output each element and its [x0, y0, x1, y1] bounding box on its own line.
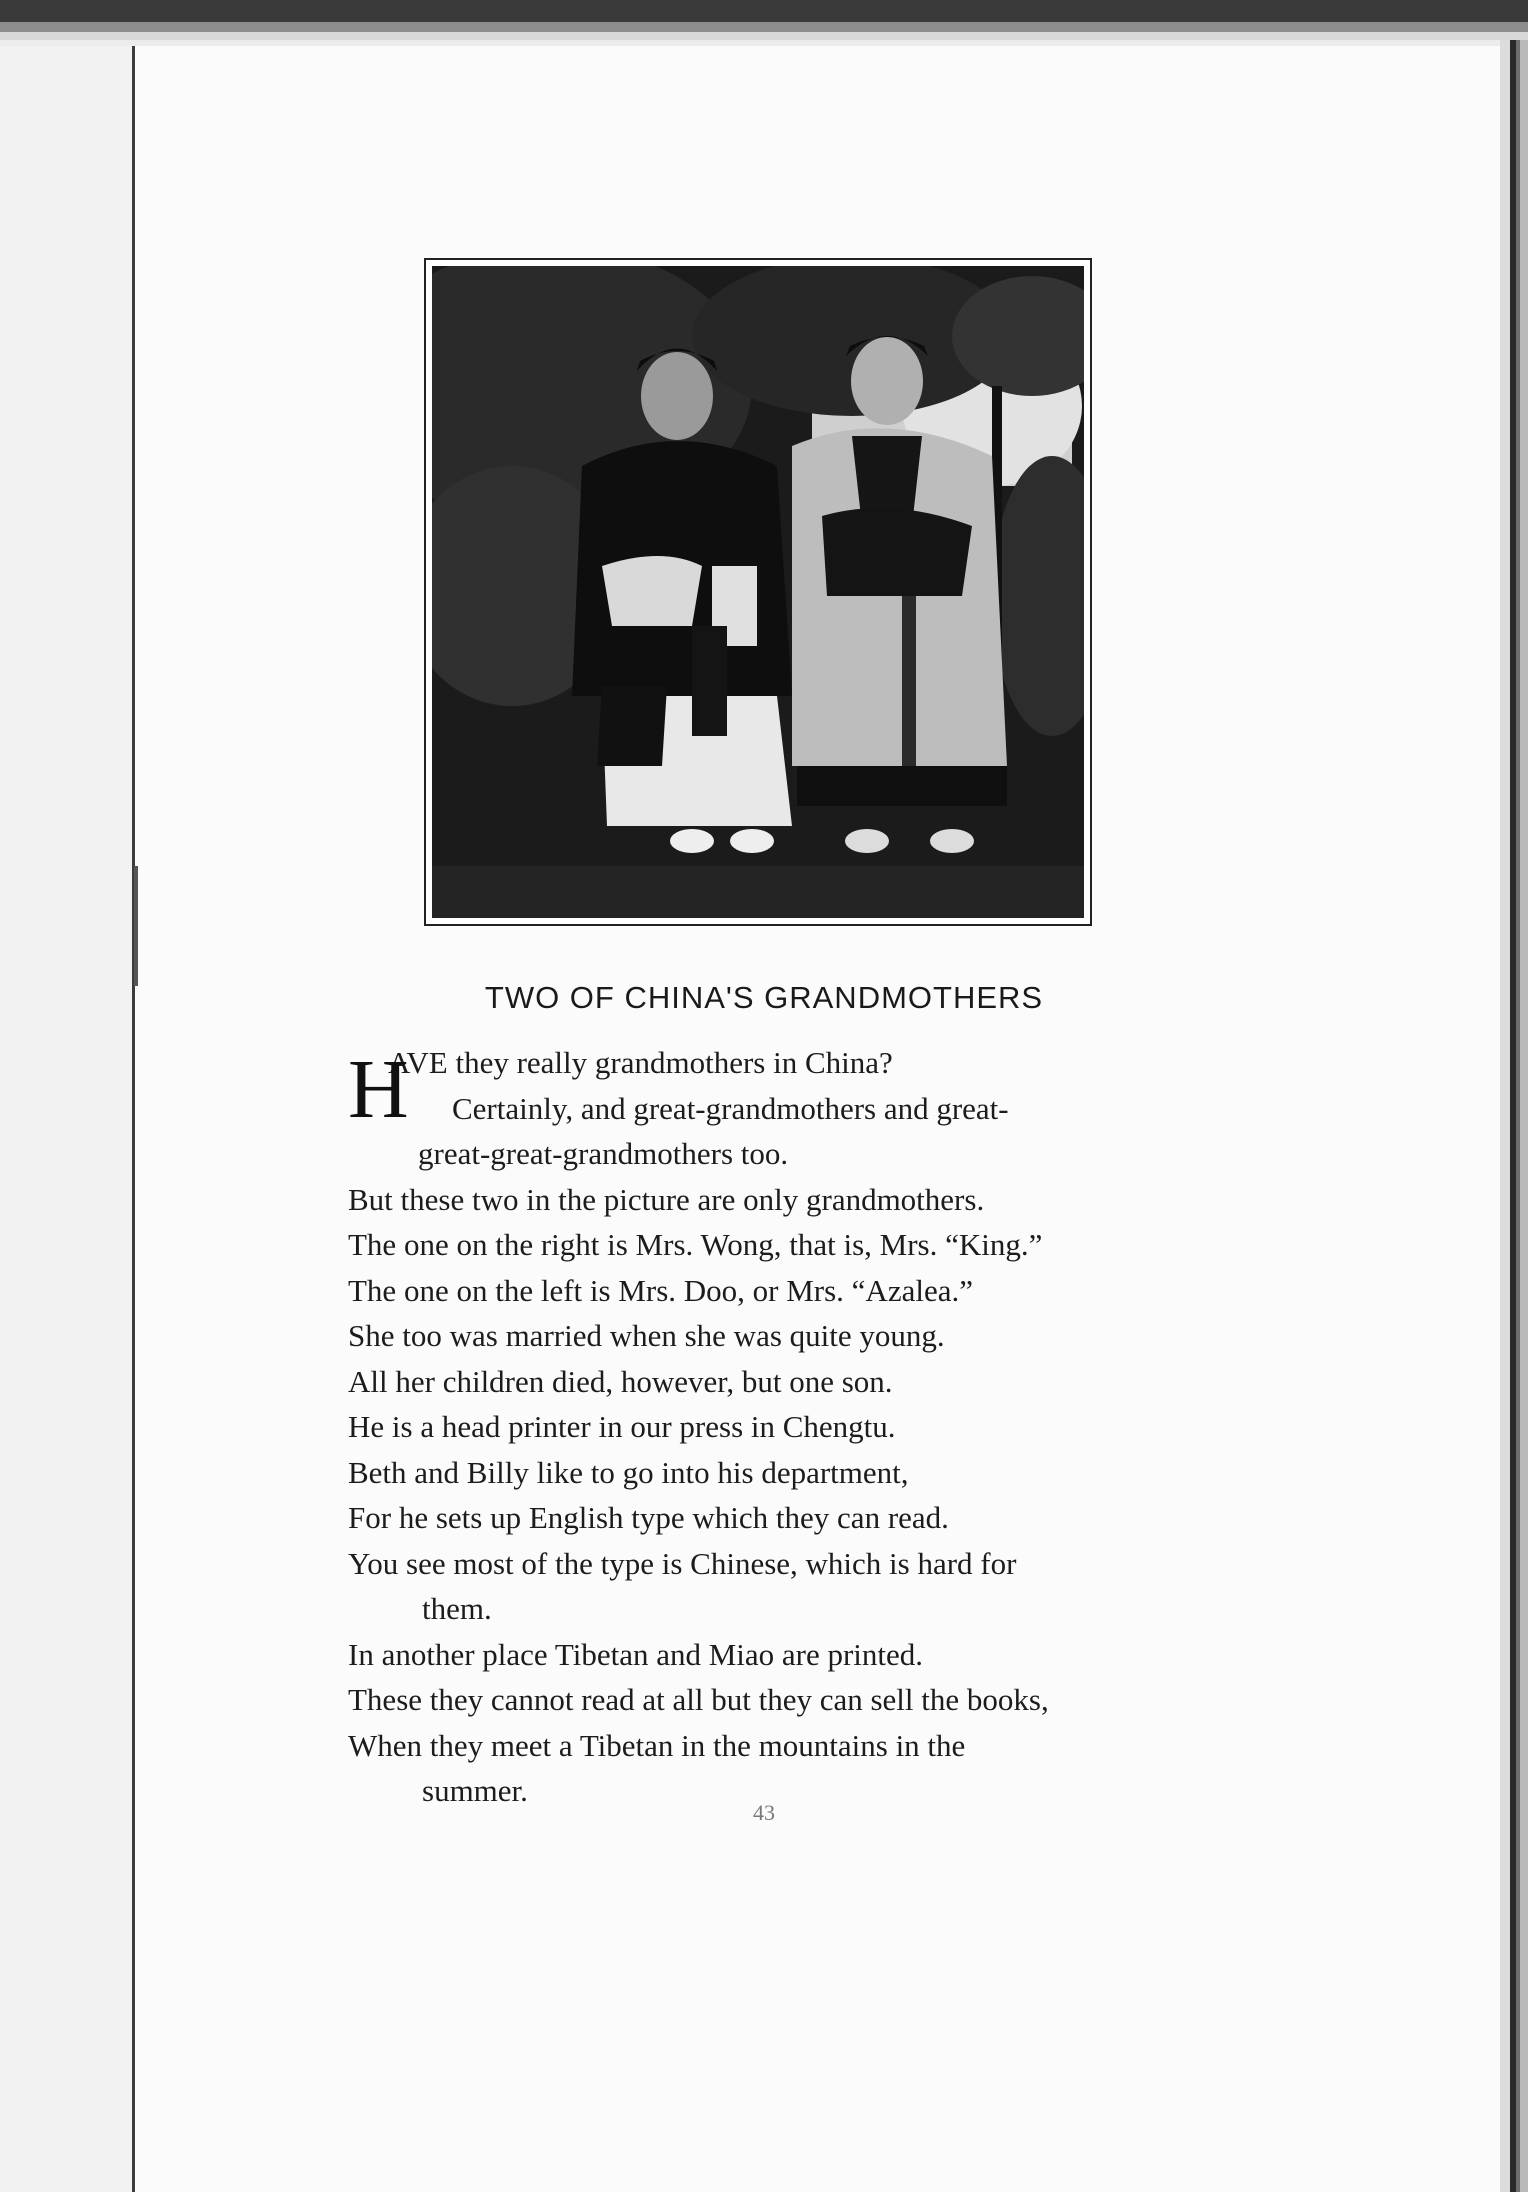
drop-cap: H: [348, 1043, 409, 1136]
first-line-text: AVE they really grandmothers in China?: [388, 1045, 893, 1080]
poem-line: These they cannot read at all but they can sell the books,: [348, 1682, 1049, 1717]
facing-page-edge: [0, 46, 135, 2192]
page-edge-shadow: [1500, 40, 1510, 2192]
photo-caption: TWO OF CHINA'S GRANDMOTHERS: [484, 980, 1044, 1015]
poem-line: She too was married when she was quite young.: [348, 1318, 945, 1353]
photo-illustration: [432, 266, 1084, 918]
poem-line: great-great-grandmothers too.: [418, 1136, 789, 1171]
poem-line: Beth and Billy like to go into his department,: [348, 1454, 909, 1490]
poem-line: He is a head printer in our press in Chengtu.: [348, 1409, 896, 1444]
poem-line: them.: [422, 1591, 492, 1626]
poem-line: Certainly, and great-grandmothers and great-: [452, 1090, 1009, 1126]
poem-line: When they meet a Tibetan in the mountains in the: [348, 1727, 966, 1763]
poem-line: The one on the left is Mrs. Doo, or Mrs. “Azalea.”: [348, 1272, 973, 1308]
poem-line: The one on the right is Mrs. Wong, that is, Mrs. “King.”: [348, 1227, 1043, 1262]
page-fold-mark: [134, 866, 138, 986]
poem-line: In another place Tibetan and Miao are printed.: [348, 1636, 924, 1672]
poem-line: You see most of the type is Chinese, which is hard for: [348, 1545, 1017, 1581]
poem-text: [348, 1040, 1208, 1814]
book-cover-edge: [1510, 40, 1528, 2192]
poem-line: But these two in the picture are only grandmothers.: [348, 1181, 985, 1217]
poem-line: For he sets up English type which they can read.: [348, 1500, 949, 1535]
poem-line: summer.: [422, 1773, 528, 1808]
poem-line: All her children died, however, but one son.: [348, 1363, 893, 1399]
scan-top-edge: [0, 0, 1528, 46]
page-number: 43: [753, 1800, 775, 1825]
photograph-two-grandmothers: [424, 258, 1092, 926]
